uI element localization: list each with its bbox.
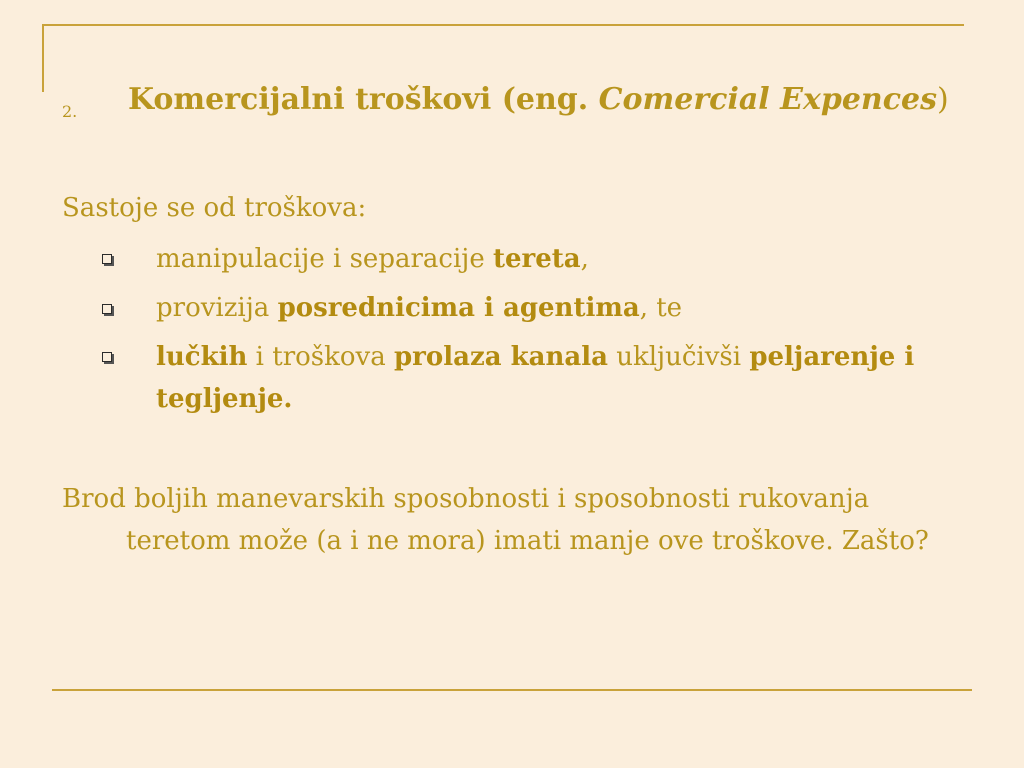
square-bullet-icon (102, 304, 112, 314)
list-item: provizija posrednicima i agentima, te (156, 293, 683, 323)
list-item: manipulacije i separacije tereta, (156, 244, 589, 274)
title-close-paren: ) (937, 82, 949, 117)
question-paragraph (62, 478, 962, 562)
title-english-term: Comercial Expences (598, 82, 937, 117)
intro-text: Sastoje se od troškova: (62, 193, 367, 223)
title-main: Komercijalni troškovi (eng. (128, 82, 599, 117)
top-frame-rule (42, 24, 964, 26)
title-number: 2. (62, 102, 78, 121)
list-item-continuation: tegljenje. (156, 384, 293, 414)
slide-title (128, 82, 949, 117)
paragraph-line-1: Brod boljih manevarskih sposobnosti i sposobnosti rukovanja (62, 484, 870, 514)
square-bullet-icon (102, 254, 112, 264)
bottom-frame-rule (52, 689, 972, 691)
list-item: lučkih i troškova prolaza kanala uključivši peljarenje i tegljenje. (156, 342, 915, 414)
paragraph-line-2: teretom može (a i ne mora) imati manje ove troškove. Zašto? (126, 526, 929, 556)
square-bullet-icon (102, 352, 112, 362)
left-frame-rule (42, 24, 44, 92)
